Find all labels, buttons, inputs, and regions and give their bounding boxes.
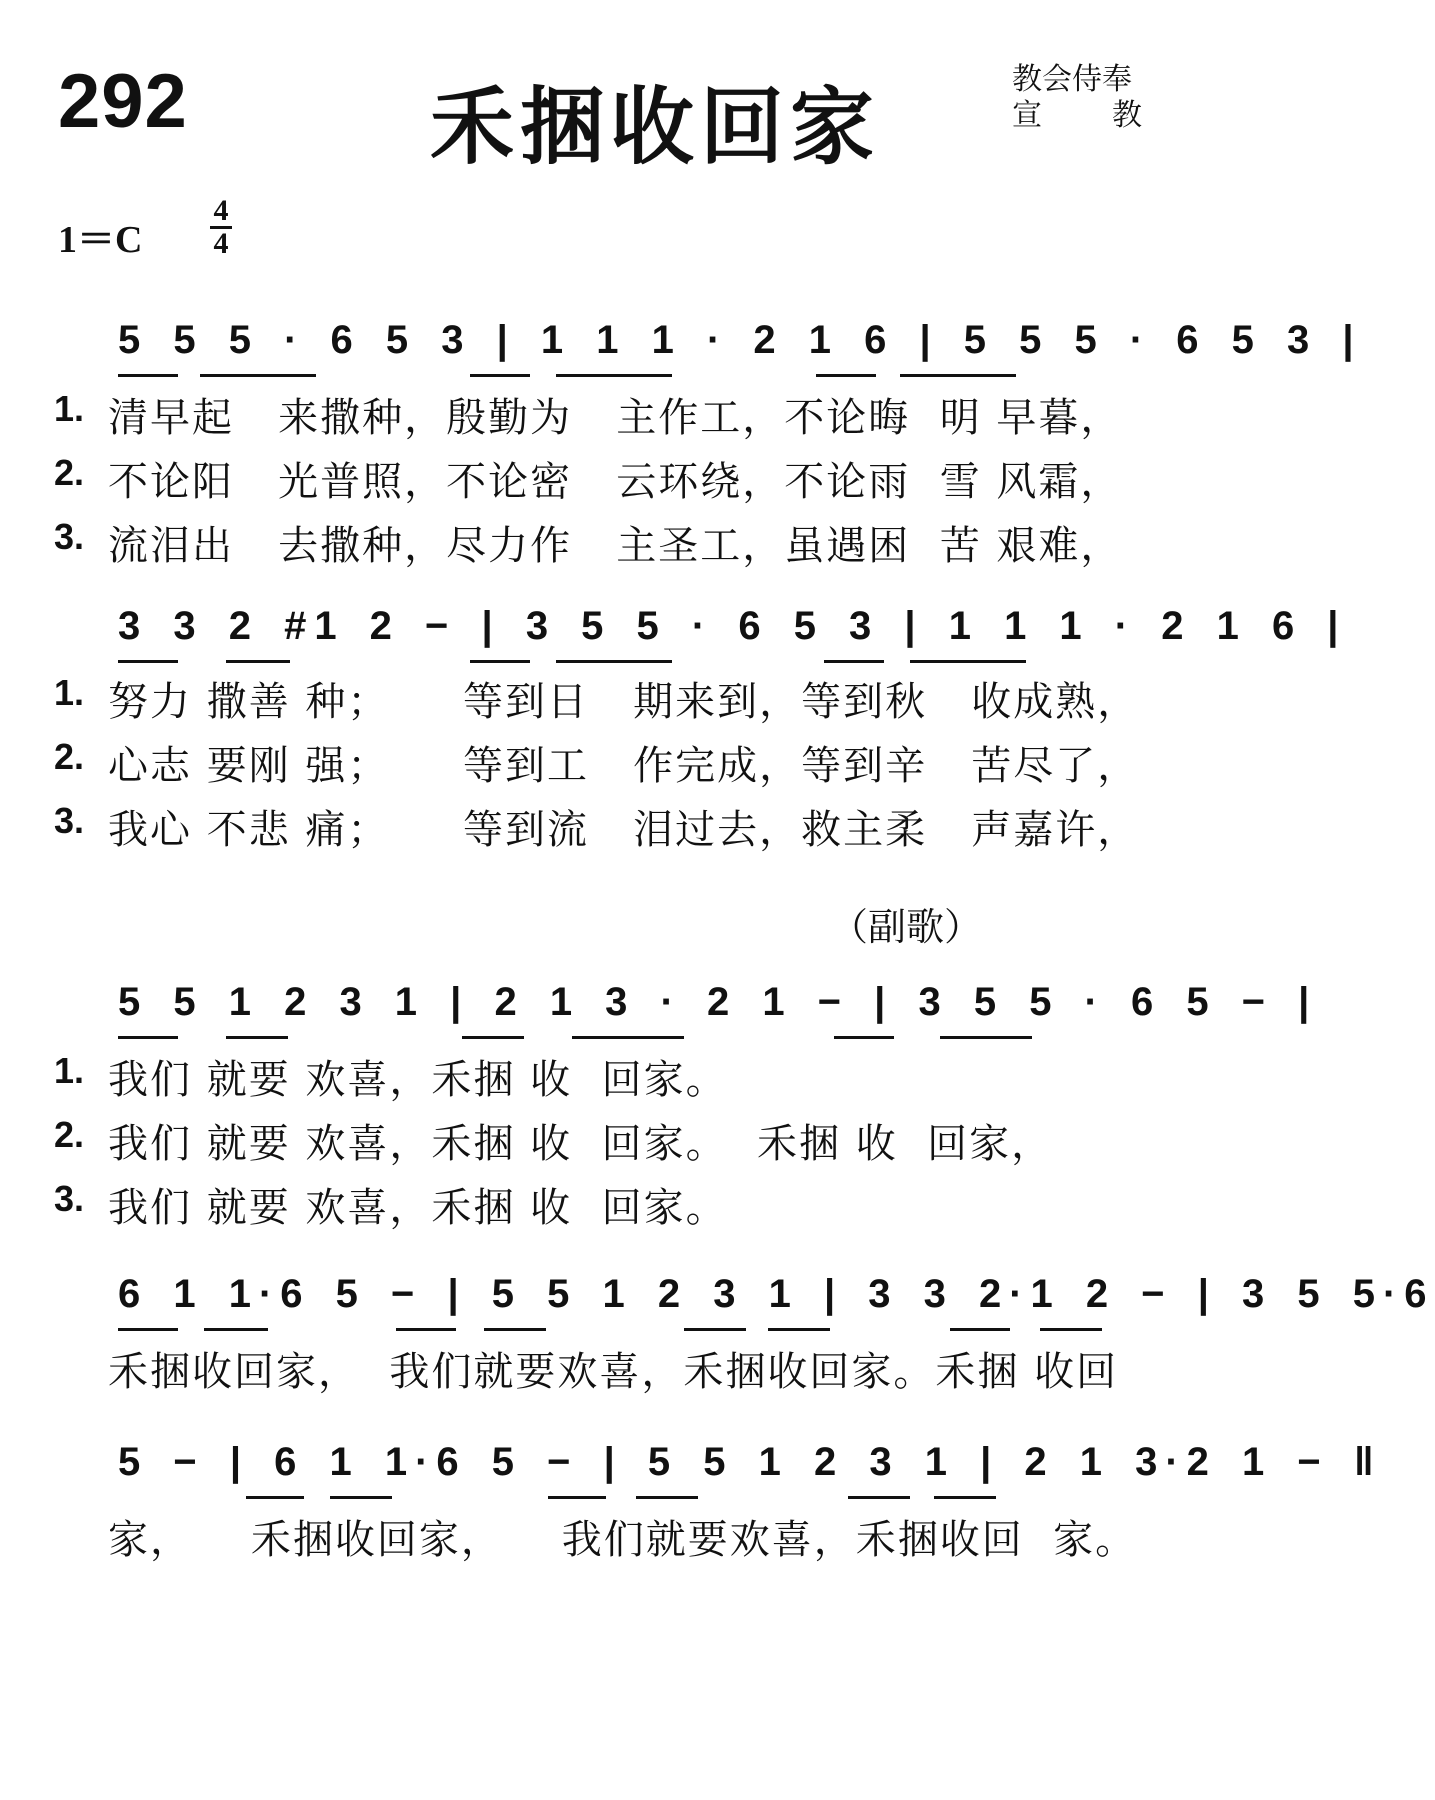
lyric-line: 我心 不悲 痛； 等到流 泪过去，救主柔 声嘉许，: [108, 807, 1140, 853]
lyric-line: 清早起 来撒种，殷勤为 主作工，不论晦 明 早暮，: [108, 395, 1123, 441]
beam: [204, 1328, 268, 1331]
beam: [200, 374, 316, 377]
category-line-2: [1012, 98, 1142, 134]
beam: [118, 374, 178, 377]
lyric-line: 不论阳 光普照，不论密 云环绕，不论雨 雪 风霜，: [108, 459, 1123, 505]
beam: [470, 374, 530, 377]
verse-number: 2.: [54, 736, 85, 777]
staff-system-2: [0, 604, 1347, 668]
lyric-line: 努力 撒善 种； 等到日 期来到，等到秋 收成熟，: [108, 679, 1140, 725]
beam: [118, 660, 178, 663]
verse-number: 2.: [54, 1114, 85, 1155]
verse-number: 3.: [54, 1178, 85, 1219]
beam: [118, 1328, 178, 1331]
beam: [118, 1036, 178, 1039]
beam: [848, 1496, 910, 1499]
chorus-label: （副歌）: [830, 905, 983, 949]
staff-system-3: [0, 980, 1318, 1044]
verse-number: 1.: [54, 388, 85, 429]
category-line-1: 教会侍奉: [1012, 62, 1132, 97]
time-signature: [208, 196, 234, 259]
category-word-a: 宣: [1012, 98, 1042, 133]
beam: [470, 660, 530, 663]
verse-number: 2.: [54, 452, 85, 493]
beam: [636, 1496, 698, 1499]
lyrics-system-5: 家， 禾捆收回家， 我们就要欢喜，禾捆收回 家。: [108, 1517, 1138, 1563]
time-signature-top: 4: [213, 194, 229, 227]
beam: [824, 660, 884, 663]
key-signature: 1＝C: [58, 219, 143, 261]
lyric-line: 心志 要刚 强； 等到工 作完成，等到辛 苦尽了，: [108, 743, 1140, 789]
beam: [572, 1036, 684, 1039]
beam: [484, 1328, 546, 1331]
beam: [1040, 1328, 1102, 1331]
verse-number: 3.: [54, 800, 85, 841]
lyric-line: 我们 就要 欢喜，禾捆 收 回家。: [108, 1057, 728, 1103]
beam: [330, 1496, 392, 1499]
beam: [900, 374, 1016, 377]
verse-number: 1.: [54, 1050, 85, 1091]
time-signature-bottom: 4: [213, 227, 229, 260]
beam: [396, 1328, 456, 1331]
beam: [910, 660, 1026, 663]
lyrics-system-4: 禾捆收回家， 我们就要欢喜，禾捆收回家。禾捆 收回: [108, 1349, 1119, 1395]
hymn-title: 禾捆收回家: [430, 78, 881, 176]
beam: [684, 1328, 746, 1331]
notation-system-5: 5 − | 6 1 1·6 5 − | 5 5 1 2 3 1 | 2 1 3·2 1 − ‖: [118, 1440, 1382, 1484]
verse-number: 1.: [54, 672, 85, 713]
lyric-line: 流泪出 去撒种，尽力作 主圣工，虽遇困 苦 艰难，: [108, 523, 1123, 569]
staff-system-4: [0, 1272, 1435, 1336]
beam: [226, 1036, 288, 1039]
staff-system-1: [0, 318, 1362, 382]
category-word-b: 教: [1112, 98, 1142, 133]
beam: [816, 374, 876, 377]
beam: [768, 1328, 830, 1331]
beam: [556, 660, 672, 663]
staff-system-5: [0, 1440, 1382, 1504]
beam: [548, 1496, 606, 1499]
notation-system-4: 6 1 1·6 5 − | 5 5 1 2 3 1 | 3 3 2·1 2 − | 3 5 5·6: [118, 1272, 1435, 1316]
lyric-line: 我们 就要 欢喜，禾捆 收 回家。 禾捆 收 回家，: [108, 1121, 1054, 1167]
beam: [246, 1496, 304, 1499]
hymn-category: [1012, 62, 1142, 134]
verse-number: 3.: [54, 516, 85, 557]
beam: [834, 1036, 894, 1039]
beam: [934, 1496, 996, 1499]
notation-system-2: 3 3 2 #1 2 − | 3 5 5 · 6 5 3 | 1 1 1 · 2 1 6 |: [118, 604, 1347, 648]
beam: [226, 660, 290, 663]
beam: [940, 1036, 1032, 1039]
notation-system-1: 5 5 5 · 6 5 3 | 1 1 1 · 2 1 6 | 5 5 5 · 6 5 3 |: [118, 318, 1362, 362]
hymn-number: 292: [58, 59, 188, 144]
beam: [556, 374, 672, 377]
beam: [950, 1328, 1010, 1331]
notation-system-3: 5 5 1 2 3 1 | 2 1 3 · 2 1 − | 3 5 5 · 6 5 − |: [118, 980, 1318, 1024]
lyric-line: 我们 就要 欢喜，禾捆 收 回家。: [108, 1185, 728, 1231]
beam: [462, 1036, 524, 1039]
